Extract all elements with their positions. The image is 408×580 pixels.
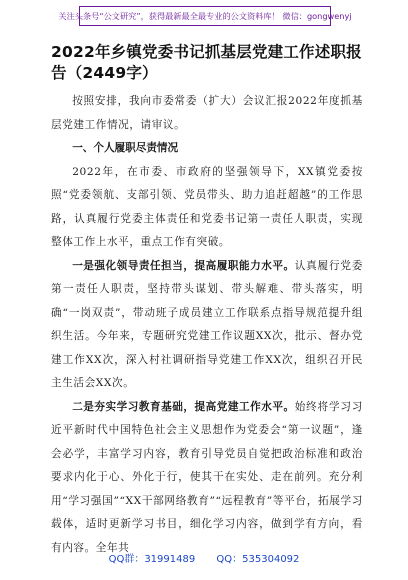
qq-group-number: QQ群：31991489 — [108, 554, 196, 565]
section-heading: 一、个人履职尽责情况 — [72, 142, 179, 154]
point-body: 始终将学习习近平新时代中国特色社会主义思想作为党委会“第一议题”，逢会必学，丰富学习内容，教育引导党员自觉把政治标准和政治要求内化于心、外化于行，使其干在实处、走在前列。充分利用“学习强国”“XX干部网络教育”“远程教育”等平台，拓展学习载体，适时更新学习书目，细化学习内容，做到学有方向，看有内容。全年共 — [51, 400, 364, 554]
qq-number: QQ：535304092 — [216, 554, 300, 565]
intro-paragraph: 按照安排，我向市委常委（扩大）会议汇报2022年度抓基层党建工作情况，请审议。 — [51, 95, 363, 131]
point-paragraph — [51, 396, 363, 561]
point-lead: 一是强化领导责任担当，提高履职能力水平。 — [72, 259, 295, 272]
promo-banner-text: 关注头条号“公文研究”，获得最新最全最专业的公文资料库！ 微信：gongwenyj — [58, 10, 352, 21]
body-paragraph: 2022年，在市委、市政府的坚强领导下，XX镇党委按照“党委领航、支部引领、党员带头、助力追赶超越”的工作思路，认真履行党委主体责任和党委书记第一责任人职责，实现整体工作上水平，重点工作有突破。 — [51, 165, 363, 248]
promo-banner — [58, 6, 352, 26]
document-body — [51, 42, 363, 560]
contact-footer — [0, 550, 408, 565]
point-lead: 二是夯实学习教育基础，提高党建工作水平。 — [72, 400, 295, 413]
point-paragraph — [51, 255, 363, 396]
document-title: 2022年乡镇党委书记抓基层党建工作述职报告（2449字） — [51, 43, 362, 82]
point-body: 认真履行党委第一责任人职责，坚持带头谋划、带头解难、带头落实，明确“一岗双责”，带动班子成员建立工作联系点指导规范提升组织生活。今年来，专题研究党建工作议题XX次，批示、督办党建工作XX次，深入村社调研指导党建工作XX次，组织召开民主生活会XX次。 — [51, 259, 364, 389]
